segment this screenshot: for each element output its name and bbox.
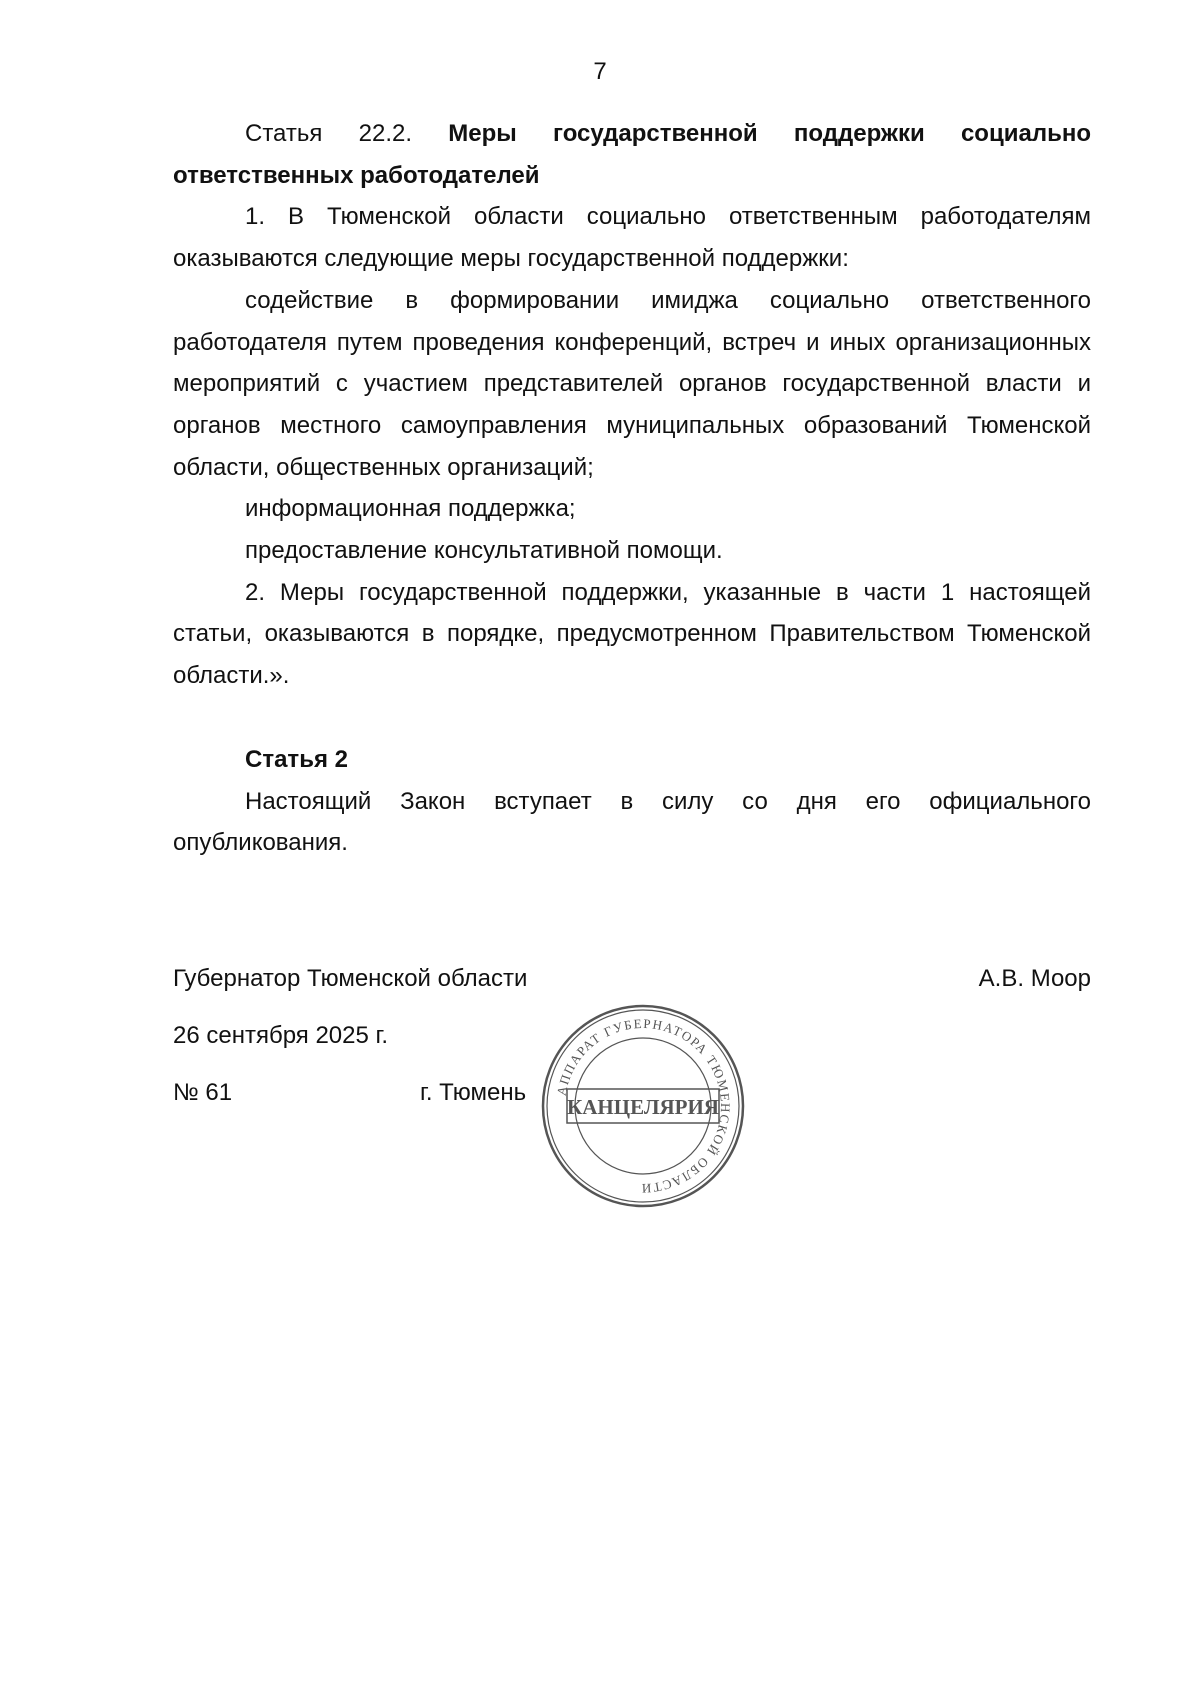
signature-line <box>173 965 1091 993</box>
article-title-word: социально <box>960 120 1091 147</box>
article-2-text: Настоящий Закон вступает в силу со дня его официального опубликования. <box>173 787 1091 857</box>
article-title-word: государственной <box>553 120 758 147</box>
article-title-word: поддержки <box>793 120 925 147</box>
signing-date: 26 сентября 2025 г. <box>173 1022 388 1049</box>
paragraph-image-support: содействие в формировании имиджа социально ответственного работодателя путем проведения конференций, встреч и иных организационных мероприятий с участием представителей органов государственной власти и органов местного самоуправления муниципальных образований Тюменской области, общественных организаций; <box>173 286 1091 481</box>
paragraph-info-support: информационная поддержка; <box>245 495 576 523</box>
law-number: № 61 <box>173 1079 233 1106</box>
article-label: Статья <box>245 120 323 147</box>
paragraph-part-2: 2. Меры государственной поддержки, указанные в части 1 настоящей статьи, оказываются в порядке, предусмотренном Правительством Тюменской области.». <box>173 578 1091 690</box>
article-2-title: Статья 2 <box>245 745 348 773</box>
article-number: 22.2. <box>358 120 413 147</box>
paragraph-part-1: 1. В Тюменской области социально ответственным работодателям оказываются следующие меры государственной поддержки: <box>173 203 1091 273</box>
governor-name: А.В. Моор <box>978 965 1091 992</box>
signing-city: г. Тюмень <box>420 1079 527 1106</box>
stamp-ring-text: АППАРАТ ГУБЕРНАТОРА ТЮМЕНСКОЙ ОБЛАСТИ <box>553 1015 734 1197</box>
page-number: 7 <box>593 58 607 85</box>
document-body <box>173 113 1091 864</box>
article-title-continued: ответственных работодателей <box>173 161 540 189</box>
official-seal-stamp <box>540 1003 746 1209</box>
article-22-2-heading <box>173 113 1091 155</box>
stamp-center-text: КАНЦЕЛЯРИЯ <box>567 1095 719 1119</box>
article-title-word: Меры <box>448 120 517 147</box>
paragraph-consulting: предоставление консультативной помощи. <box>245 537 723 565</box>
governor-position: Губернатор Тюменской области <box>173 965 528 992</box>
